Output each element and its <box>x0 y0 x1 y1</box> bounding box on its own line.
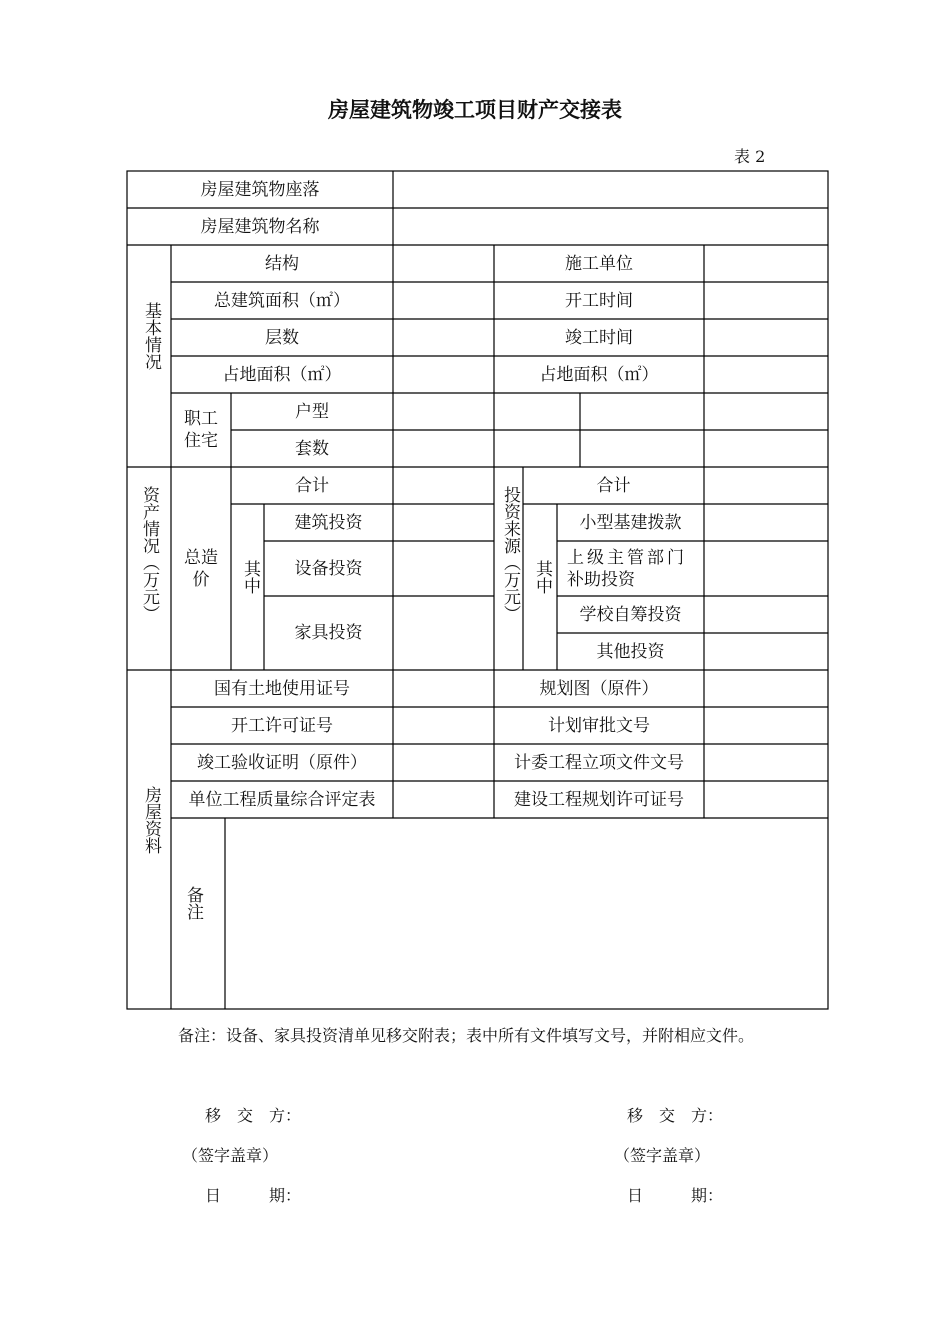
planning-permit-label: 建设工程规划许可证号 <box>514 789 684 810</box>
location-label: 房屋建筑物座落 <box>200 179 320 200</box>
staff-housing-line1: 职工 <box>184 409 218 429</box>
quality-eval-label: 单位工程质量综合评定表 <box>188 789 376 810</box>
subtotal-right-label: 合计 <box>596 475 631 496</box>
total-cost-line1: 总造 <box>184 547 218 568</box>
plan-approval-label: 计划审批文号 <box>548 715 650 736</box>
name-label: 房屋建筑物名称 <box>200 216 320 237</box>
date-right: 日 期： <box>627 1186 724 1205</box>
total-area-label: 总建筑面积（㎡） <box>214 290 350 311</box>
other-invest-label: 其他投资 <box>596 641 665 662</box>
unit-type-label: 户型 <box>295 401 329 422</box>
acceptance-cert-label: 竣工验收证明（原件） <box>197 752 367 773</box>
school-self-label: 学校自筹投资 <box>579 604 682 625</box>
total-cost-label <box>171 467 231 670</box>
small-capital-label: 小型基建拨款 <box>579 512 682 533</box>
construction-invest-label: 建筑投资 <box>294 512 363 533</box>
signature-left: （签字盖章） <box>182 1146 279 1165</box>
transfer-party-right: 移 交 方： <box>627 1106 724 1125</box>
docs-group-label <box>138 786 160 854</box>
complete-time-label: 竣工时间 <box>565 327 633 348</box>
basic-info-group-label <box>138 302 160 370</box>
page-title: 房屋建筑物竣工项目财产交接表 <box>328 98 622 122</box>
among-right-label <box>529 560 551 594</box>
land-area-right-label: 占地面积（㎡） <box>539 364 659 385</box>
investment-source-label <box>499 486 521 622</box>
total-cost-line2: 价 <box>192 569 210 590</box>
floors-label: 层数 <box>265 327 299 348</box>
staff-housing-label <box>171 393 231 467</box>
assets-group-text: 资产情况（万元） <box>139 486 159 622</box>
start-permit-label: 开工许可证号 <box>231 715 333 736</box>
among-left-text: 其中 <box>240 560 260 594</box>
furniture-invest-label: 家具投资 <box>294 623 363 643</box>
subtotal-left-label: 合计 <box>295 475 329 496</box>
docs-group-text: 房屋资料 <box>141 786 161 854</box>
among-right-text: 其中 <box>532 560 552 594</box>
among-left-label <box>237 560 259 594</box>
superior-subsidy-label <box>557 541 704 596</box>
contractor-label: 施工单位 <box>565 253 633 274</box>
start-time-label: 开工时间 <box>565 290 633 311</box>
project-file-label: 计委工程立项文件文号 <box>514 752 684 773</box>
staff-housing-line2: 住宅 <box>184 431 218 451</box>
basic-info-group-text: 基本情况 <box>141 302 161 370</box>
remarks-label <box>180 886 202 920</box>
land-cert-label: 国有土地使用证号 <box>214 678 350 699</box>
equipment-invest-label: 设备投资 <box>294 558 363 579</box>
investment-source-text: 投资来源（万元） <box>500 486 520 622</box>
table-number: 表 2 <box>734 147 766 166</box>
structure-label: 结构 <box>265 253 299 274</box>
unit-count-label: 套数 <box>295 438 329 459</box>
transfer-party-left: 移 交 方： <box>205 1106 302 1125</box>
footer-note: 备注：设备、家具投资清单见移交附表；表中所有文件填写文号，并附相应文件。 <box>178 1026 755 1045</box>
superior-subsidy-line2: 补助投资 <box>567 569 635 590</box>
date-left: 日 期： <box>205 1186 302 1205</box>
land-area-left-label: 占地面积（㎡） <box>222 364 342 385</box>
assets-group-label <box>138 486 160 622</box>
planning-map-label: 规划图（原件） <box>539 678 659 699</box>
signature-right: （签字盖章） <box>614 1146 711 1165</box>
remarks-text: 备注 <box>183 886 203 920</box>
superior-subsidy-line1: 上级主管部门 <box>567 547 687 568</box>
